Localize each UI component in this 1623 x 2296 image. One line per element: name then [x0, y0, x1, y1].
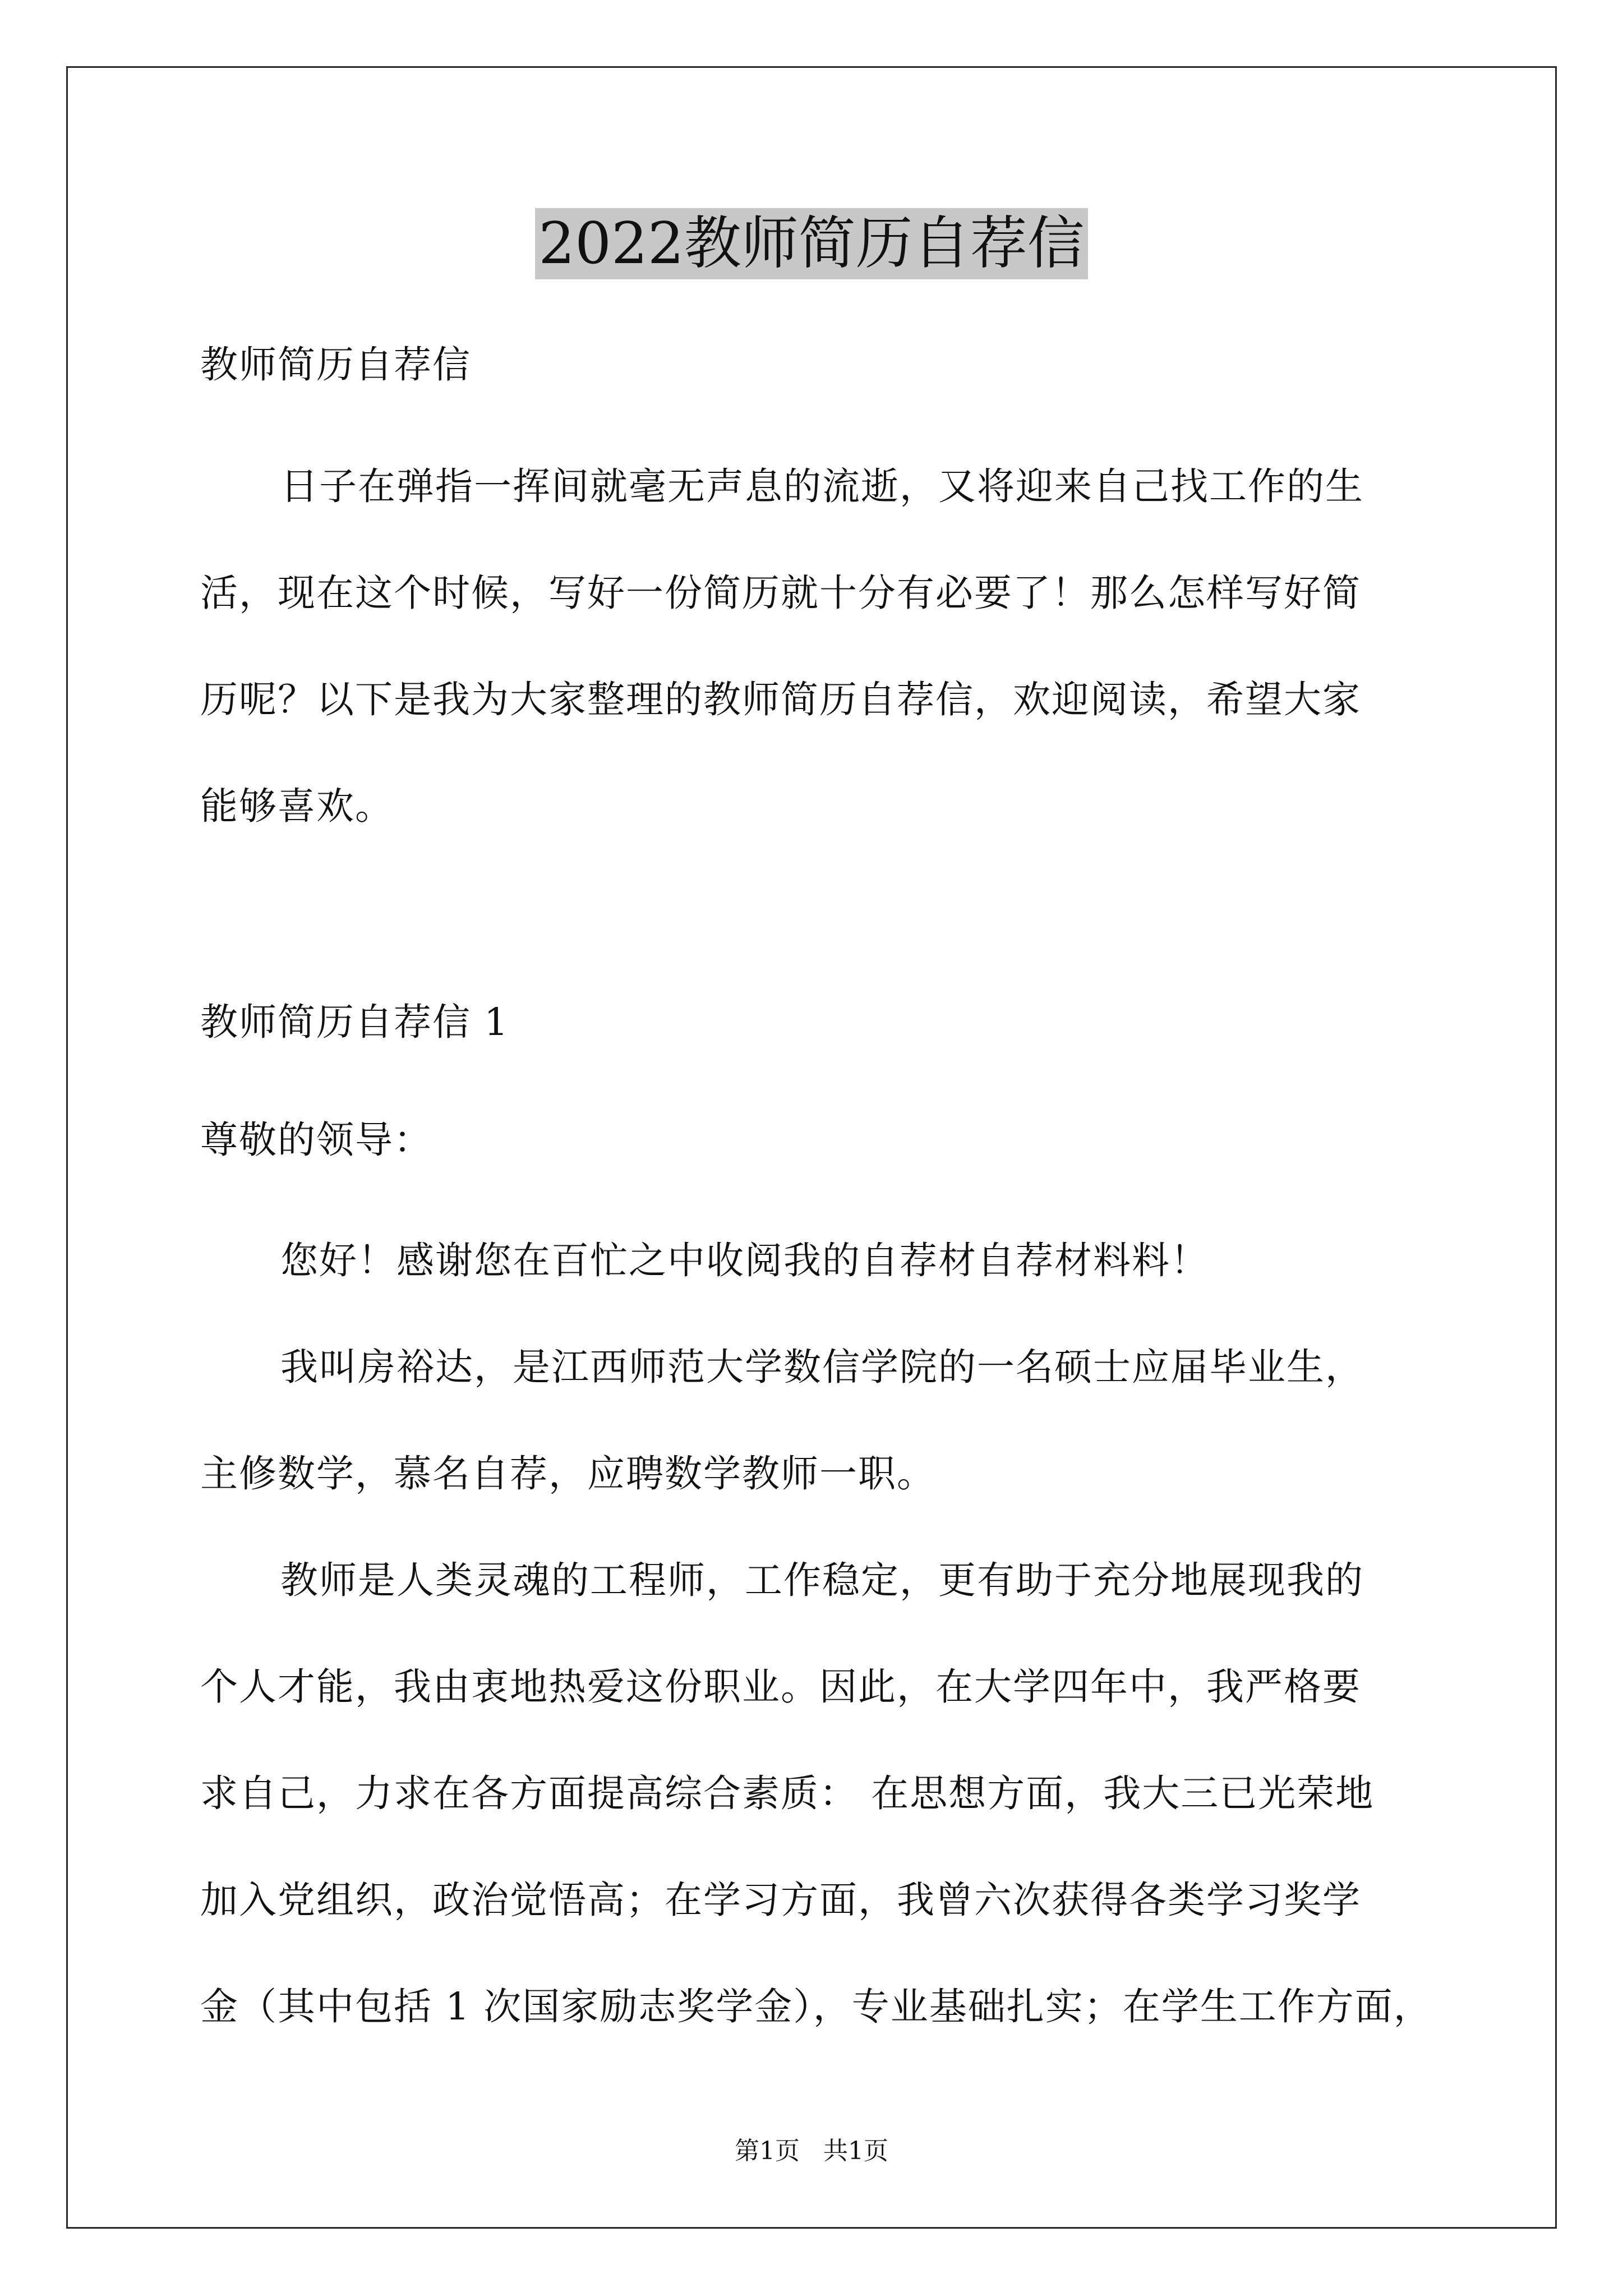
document-title [0, 208, 1623, 280]
page-footer: 第1页 共1页 [735, 2137, 888, 2165]
paragraph-line: 加入党组织，政治觉悟高；在学习方面，我曾六次获得各类学习奖学 [200, 1878, 1361, 1922]
paragraph-line: 求自己，力求在各方面提高综合素质： 在思想方面，我大三已光荣地 [200, 1772, 1375, 1815]
paragraph-line: 个人才能，我由衷地热爱这份职业。因此，在大学四年中，我严格要 [200, 1665, 1361, 1709]
paragraph-line: 日子在弹指一挥间就毫无声息的流逝，又将迎来自己找工作的生 [280, 464, 1364, 508]
letter-heading: 教师简历自荐信 1 [200, 1000, 509, 1044]
paragraph-line: 活，现在这个时候，写好一份简历就十分有必要了！那么怎样写好简 [200, 571, 1361, 615]
paragraph-line: 教师是人类灵魂的工程师，工作稳定，更有助于充分地展现我的 [280, 1558, 1364, 1602]
paragraph-line: 我叫房裕达，是江西师范大学数信学院的一名硕士应届毕业生， [280, 1345, 1364, 1389]
salutation: 尊敬的领导： [200, 1118, 432, 1162]
paragraph-line: 历呢？以下是我为大家整理的教师简历自荐信，欢迎阅读，希望大家 [200, 678, 1361, 721]
paragraph-line: 能够喜欢。 [200, 784, 394, 828]
paragraph-line: 金（其中包括 1 次国家励志奖学金），专业基础扎实；在学生工作方面， [200, 1985, 1432, 2028]
section-heading: 教师简历自荐信 [200, 343, 471, 386]
paragraph-line: 您好！感谢您在百忙之中收阅我的自荐材自荐材料料！ [280, 1239, 1209, 1282]
document-title-text: 2022教师简历自荐信 [535, 208, 1088, 279]
paragraph-line: 主修数学，慕名自荐，应聘数学教师一职。 [200, 1452, 935, 1496]
